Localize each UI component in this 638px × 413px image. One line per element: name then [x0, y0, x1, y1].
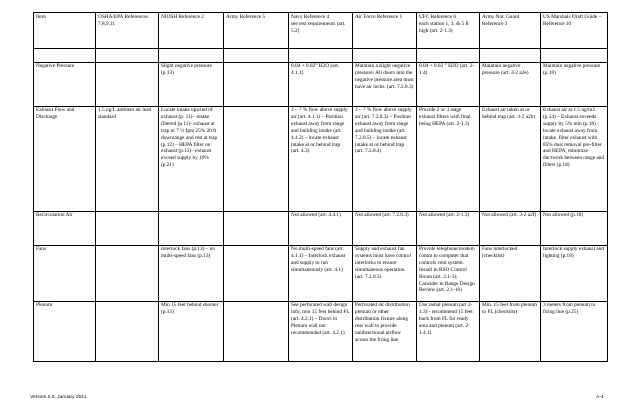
comparison-table [33, 12, 608, 362]
spacer-row [34, 49, 608, 63]
cell-osha [96, 245, 159, 301]
cell-ufc: Use radial plenum (art 2-1.3) - recommend 15 feet back from FL for ready area and plenum (art. 2-1.4.1) [417, 301, 480, 361]
cell-niosh: Locate intake upwind of exhaust (p. 11)– intake filtered (p.11)- exhaust at trap or 7 ½ fpm 25% 20 ft downrange and rest at trap (p.12) – HEPA filter on exhaust (p.12)– exhaust exceed supply by 10% (p.21) [159, 106, 224, 211]
cell-osha: 1.5 ug/L ambient air lead standard [96, 106, 159, 211]
cell-item: Exhaust Flow and Discharge [34, 106, 96, 211]
cell-item: Plenum [34, 301, 96, 361]
header-airforce: Air Force Reference 1 [353, 13, 417, 49]
header-marshals: US Marshals Draft Guide –Reference 10 [541, 13, 608, 49]
cell-item: Negative Pressure [34, 62, 96, 106]
cell-ng: Maintain negative pressure (art. 3-2 a2e) [480, 62, 541, 106]
cell-ufc: Not allowed (art. 2-1.3) [417, 211, 480, 245]
header-osha: OSHA/EPA References 7,8,9,11 [96, 13, 159, 49]
cell-osha [96, 62, 159, 106]
cell-navy: No multi-speed fans (art. 4.1.1) – Interlock exhaust and supply to run simultaneously (art. 4.1) [289, 245, 353, 301]
cell-airforce: 3 – 7 % flow above supply air (art. 7.2.8.3) – Position exhaust away from range and building intake (art. 7.2.8.5) – locate exhaust intake at or behind trap (art. 7.2.8.4) [353, 106, 417, 211]
cell-ng: Not allowed (art. 3-2 a2f) [480, 211, 541, 245]
cell-marshals: Maintain negative pressure (p.18) [541, 62, 608, 106]
cell-marshals: Exhaust air at 1.5 ug/m3 (p.14) – Exhaust exceeds supply by 5% min (p.18) - locate exhaust away from intake, filter exhaust with 85% dust removal pre-filter and HEPA, minimize ductwork between range and filters (p.18) [541, 106, 608, 211]
cell-ng: Exhaust air taken at or behind trap (art. 3-2 a2b) [480, 106, 541, 211]
header-navy-note: see test requirements (art. 5.2) [291, 20, 346, 34]
cell-army [224, 301, 289, 361]
table-row-fans [34, 245, 608, 301]
cell-niosh [159, 211, 224, 245]
header-navy: Navy Reference 4 see test requirements (art. 5.2) [289, 13, 353, 49]
cell-airforce: Maintain a slight negative pressure; All doors into the negative pressure area must have air locks. (art. 7.2.8.3) [353, 62, 417, 106]
table-row-recirculation-air [34, 211, 608, 245]
cell-marshals: Not allowed (p.18) [541, 211, 608, 245]
footer-version: Version 2.0, January 2011 [30, 395, 87, 400]
header-ufc: UFC Reference 6 each station 1, 3, & 5 ft high (art. 2-1.3) [417, 13, 480, 49]
cell-niosh: Slight negative pressure (p.13) [159, 62, 224, 106]
cell-airforce: Perforated air distribution plenum or other distribution fixture along rear wall to provide unidirectional airflow across the firing line [353, 301, 417, 361]
cell-ufc: 0.04 + 0.02 ” H2O (art. 2-1.4) [417, 62, 480, 106]
header-army: Army Reference 5 [224, 13, 289, 49]
cell-osha [96, 301, 159, 361]
cell-ng: Min. 15 feet from plenum to FL (checklist) [480, 301, 541, 361]
cell-ufc: Provide telephone/modem comm to computer that controls vent system. Install in RSO Control Room (art. 2.1-3); Consider in Range Design Review (art. 2.1-16) [417, 245, 480, 301]
cell-airforce: Not allowed (art. 7.2.8.3) [353, 211, 417, 245]
cell-navy: 3 – 7 % flow above supply air (art. 4.1.1) – Position exhaust away from range and building intake (art. 4.4.2) – locate exhaust intake at or behind trap (art. 4.3) [289, 106, 353, 211]
cell-navy: See perforated wall design info, min 15 feet behind FL (art. 4.2.1) – Doors in Plenum wall not recommended (art. 4.2.1) [289, 301, 353, 361]
cell-army [224, 62, 289, 106]
cell-navy: Not allowed (art. 4.4.1) [289, 211, 353, 245]
table-row-negative-pressure [34, 62, 608, 106]
header-ufc-note: each station 1, 3, & 5 ft high (art. 2-1.3) [419, 20, 469, 34]
cell-item: Fans [34, 245, 96, 301]
cell-osha [96, 211, 159, 245]
footer-page-number: A-4 [596, 395, 604, 400]
table-row-exhaust-flow [34, 106, 608, 211]
cell-item: Recirculation Air [34, 211, 96, 245]
cell-army [224, 106, 289, 211]
cell-army [224, 211, 289, 245]
cell-ng: Fans interlocked (checklist) [480, 245, 541, 301]
cell-marshals: 3 meters from plenum to firing line (p.25) [541, 301, 608, 361]
table-row-plenum [34, 301, 608, 361]
cell-niosh: Min 15 feet behind shooter (p.13) [159, 301, 224, 361]
cell-army [224, 245, 289, 301]
header-ng: Army Nat. Guard Reference 3 [480, 13, 541, 49]
header-item: Item [34, 13, 96, 49]
cell-ufc: Provide 2 or 3 stage exhaust filters with final being HEPA (art. 2-1.3) [417, 106, 480, 211]
cell-marshals: Interlock supply exhaust and lighting (p.18) [541, 245, 608, 301]
cell-niosh: Interlock fans (p.13) – no multi-speed fans (p.13) [159, 245, 224, 301]
header-row [34, 13, 608, 49]
cell-navy: 0.04 + 0.02” H2O (art. 4.1.1) [289, 62, 353, 106]
header-niosh: NIOSH Reference 2 [159, 13, 224, 49]
cell-airforce: Supply and exhaust fan systems must have control interlocks to ensure simultaneous operation. (art. 7.2.8.3) [353, 245, 417, 301]
